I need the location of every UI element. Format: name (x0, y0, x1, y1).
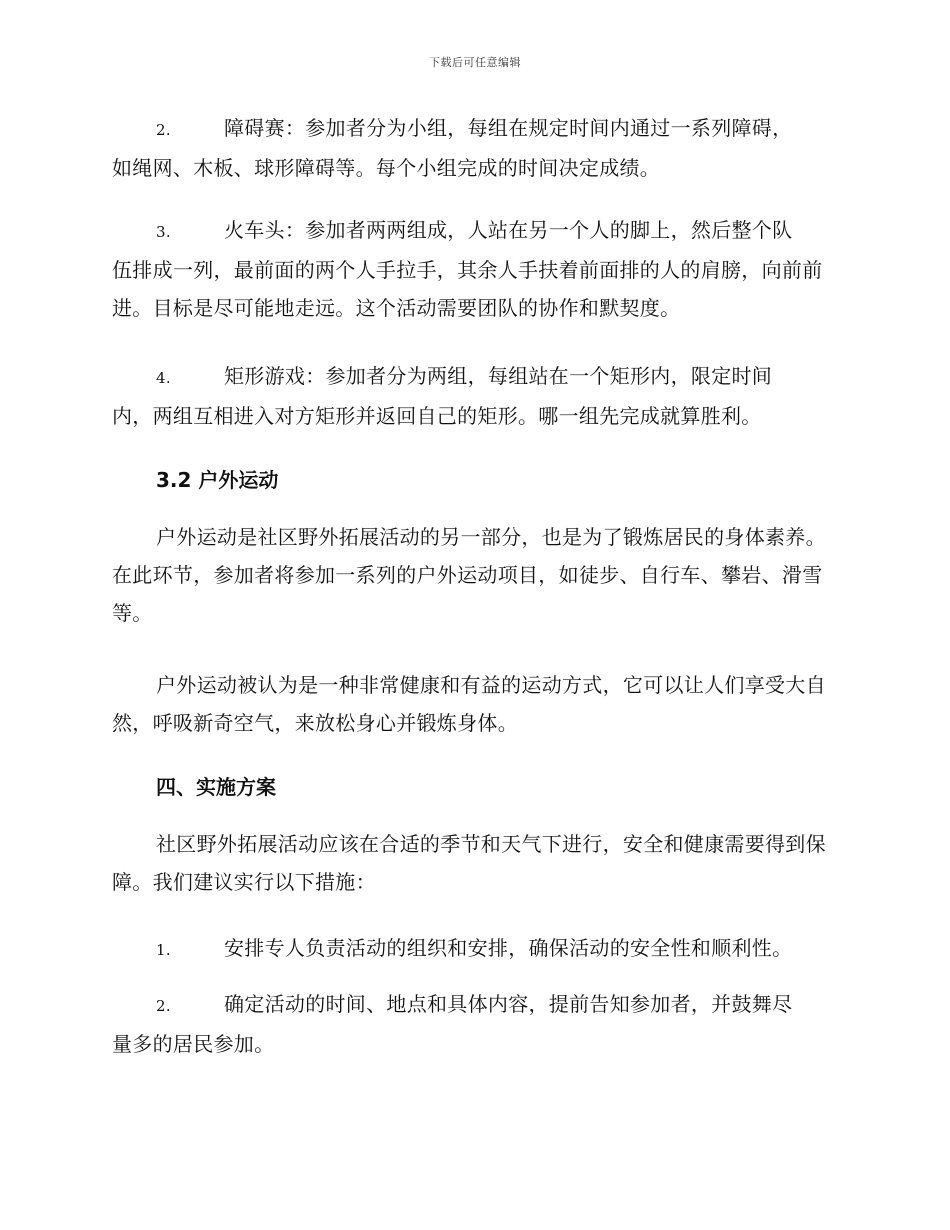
paragraph: 社区野外拓展活动应该在合适的季节和天气下进行，安全和健康需要得到保障。我们建议实行以下措施： (112, 832, 826, 894)
list-item-number: 1. (156, 941, 171, 959)
list-item-continuation: 伍排成一列，最前面的两个人手拉手，其余人手扶着前面排的人的肩膀，向前前进。目标是尽可能地走远。这个活动需要团队的协作和默契度。 (112, 258, 823, 320)
list-item-text: 确定活动的时间、地点和具体内容，提前告知参加者，并鼓舞尽 (224, 992, 793, 1016)
list-item-number: 2. (156, 997, 171, 1015)
paragraph: 户外运动被认为是一种非常健康和有益的运动方式，它可以让人们享受大自然，呼吸新奇空气，来放松身心并锻炼身体。 (112, 673, 826, 735)
list-item-text: 矩形游戏：参加者分为两组，每组站在一个矩形内，限定时间 (224, 364, 773, 388)
paragraph: 户外运动是社区野外拓展活动的另一部分，也是为了锻炼居民的身体素养。在此环节，参加者将参加一系列的户外运动项目，如徒步、自行车、攀岩、滑雪等。 (112, 525, 826, 625)
list-item-number: 3. (156, 223, 171, 241)
list-item-number: 2. (156, 121, 171, 139)
list-item (112, 357, 836, 435)
list-item-continuation: 如绳网、木板、球形障碍等。每个小组完成的时间决定成绩。 (112, 156, 661, 180)
section-heading: 四、实施方案 (156, 775, 276, 799)
list-item-text: 安排专人负责活动的组织和安排，确保活动的安全性和顺利性。 (224, 936, 793, 960)
list-item-number: 4. (156, 369, 171, 387)
list-item-text: 障碍赛：参加者分为小组，每组在规定时间内通过一系列障碍， (224, 116, 793, 140)
list-item-continuation: 内，两组互相进入对方矩形并返回自己的矩形。哪一组先完成就算胜利。 (112, 404, 762, 428)
list-item (112, 211, 836, 327)
list-item (112, 929, 836, 969)
list-item (112, 109, 836, 187)
page-header: 下载后可任意编辑 (429, 56, 521, 69)
list-item-text: 火车头：参加者两两组成，人站在另一个人的脚上，然后整个队 (224, 218, 793, 242)
list-item (112, 985, 836, 1063)
list-item-continuation: 量多的居民参加。 (112, 1032, 275, 1056)
section-heading: 3.2 户外运动 (156, 468, 279, 492)
